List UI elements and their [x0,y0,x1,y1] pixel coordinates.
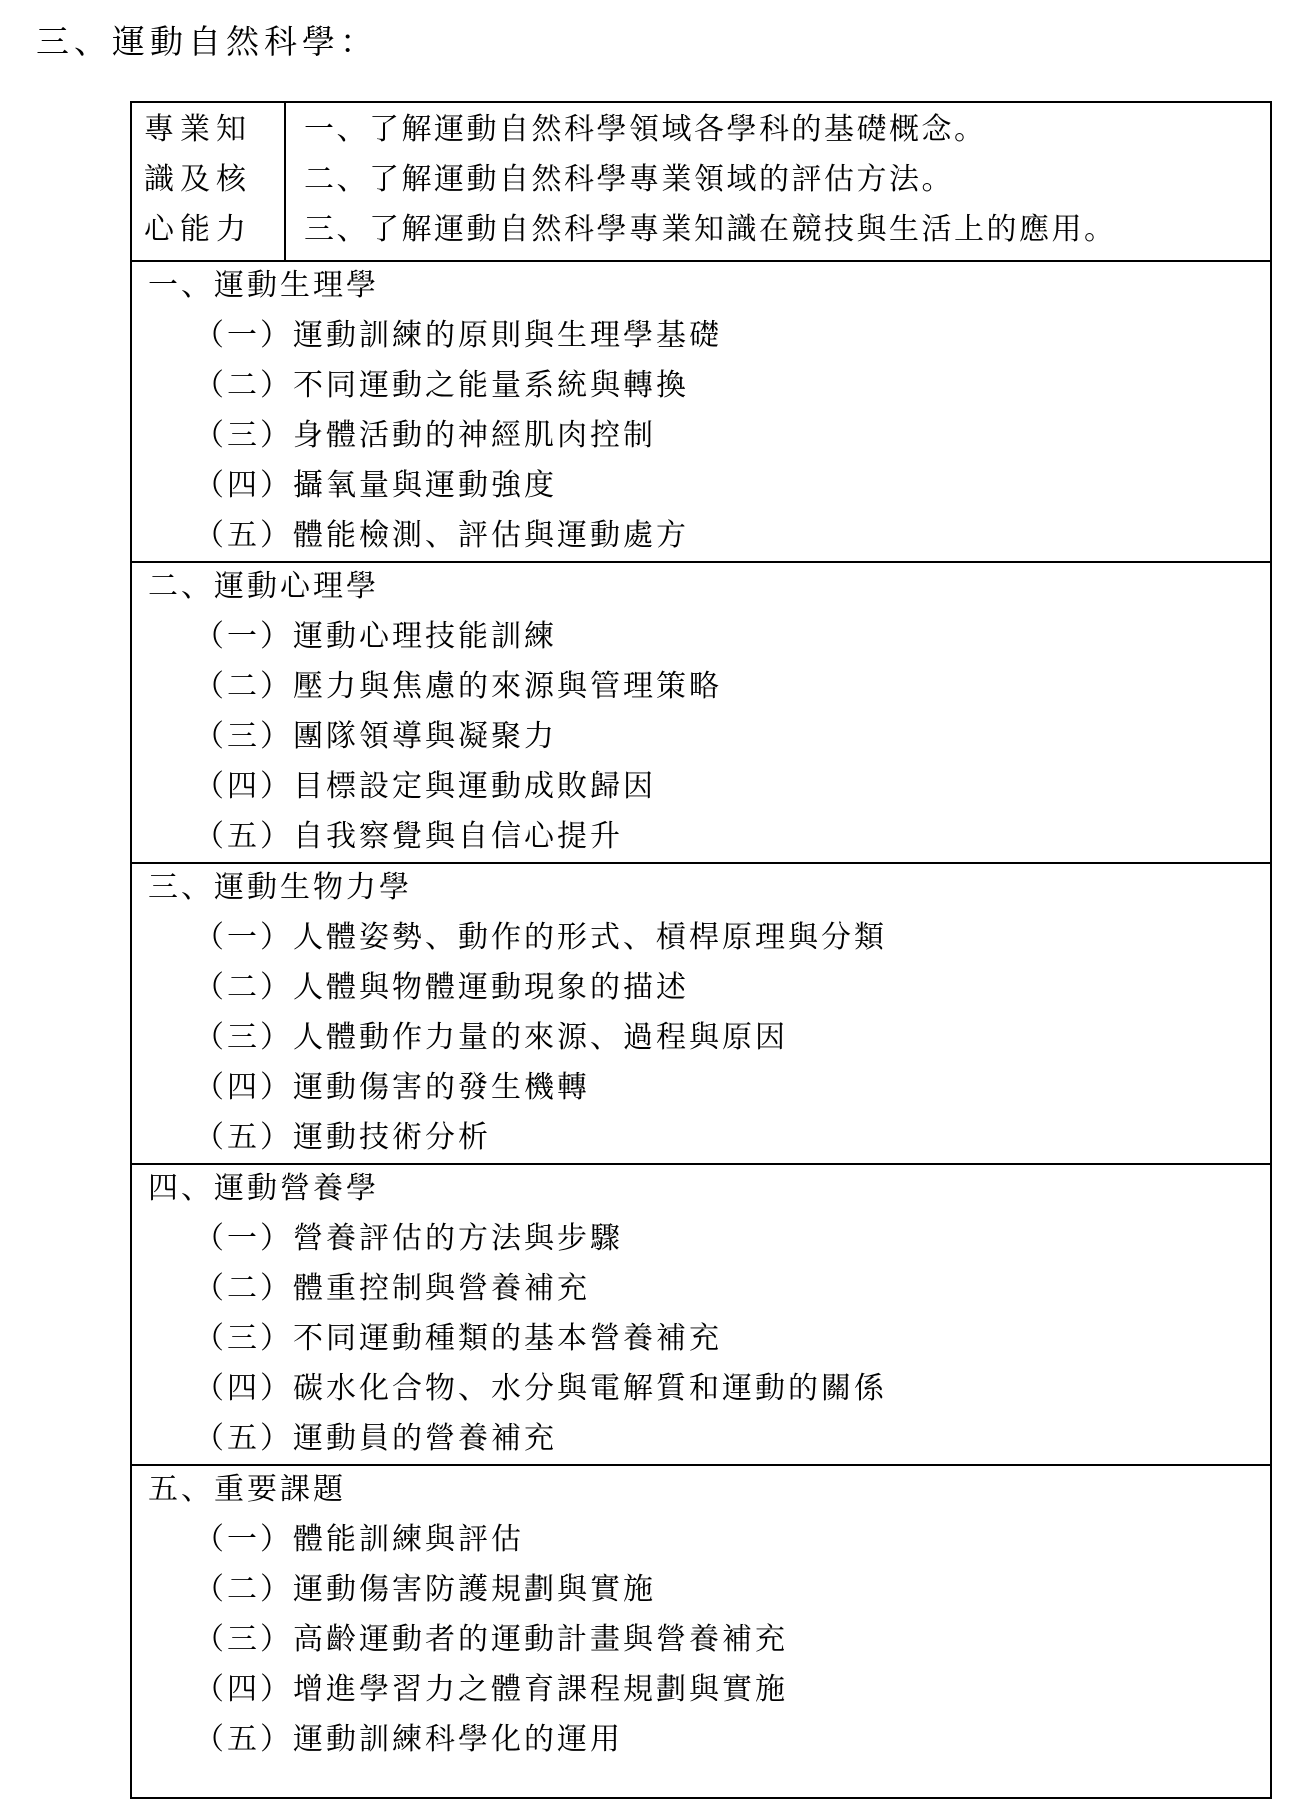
section-item: （一）運動心理技能訓練 [194,619,557,654]
core-heading-line: 識及核 [144,162,252,197]
section-item: （一）體能訓練與評估 [194,1522,524,1557]
section-item: （二）人體與物體運動現象的描述 [194,970,689,1005]
section-item: （五）運動訓練科學化的運用 [194,1722,623,1757]
section-title: 一、運動生理學 [148,268,379,303]
core-heading-line: 專業知 [144,112,252,147]
section-title: 五、重要課題 [148,1472,346,1507]
section-item: （四）運動傷害的發生機轉 [194,1070,590,1105]
section-title: 二、運動心理學 [148,569,379,604]
section-sport-psychology [132,563,1270,864]
section-item: （五）自我察覺與自信心提升 [194,819,623,854]
core-competency-header-cell [132,103,286,260]
core-competency-item: 二、了解運動自然科學專業領域的評估方法。 [304,162,954,197]
section-item: （二）不同運動之能量系統與轉換 [194,368,689,403]
section-item: （四）目標設定與運動成敗歸因 [194,769,656,804]
page-title: 三、運動自然科學： [36,22,378,61]
section-item: （二）運動傷害防護規劃與實施 [194,1572,656,1607]
section-item: （五）體能檢測、評估與運動處方 [194,518,689,553]
section-item: （三）身體活動的神經肌肉控制 [194,418,656,453]
section-item: （一）人體姿勢、動作的形式、槓桿原理與分類 [194,920,887,955]
core-competency-item: 三、了解運動自然科學專業知識在競技與生活上的應用。 [304,212,1117,247]
section-item: （二）體重控制與營養補充 [194,1271,590,1306]
core-heading-line: 心能力 [144,212,252,247]
section-item: （四）攝氧量與運動強度 [194,468,557,503]
competency-table [130,101,1272,1799]
core-competency-row [132,103,1270,262]
section-item: （三）高齡運動者的運動計畫與營養補充 [194,1622,788,1657]
section-item: （四）增進學習力之體育課程規劃與實施 [194,1672,788,1707]
section-important-topics [132,1466,1270,1767]
section-item: （五）運動技術分析 [194,1120,491,1155]
core-competency-item: 一、了解運動自然科學領域各學科的基礎概念。 [304,112,987,147]
section-exercise-physiology [132,262,1270,563]
section-item: （一）營養評估的方法與步驟 [194,1221,623,1256]
section-item: （三）不同運動種類的基本營養補充 [194,1321,722,1356]
section-item: （二）壓力與焦慮的來源與管理策略 [194,669,722,704]
section-item: （一）運動訓練的原則與生理學基礎 [194,318,722,353]
section-sport-biomechanics [132,864,1270,1165]
section-item: （三）人體動作力量的來源、過程與原因 [194,1020,788,1055]
section-sport-nutrition [132,1165,1270,1466]
section-item: （五）運動員的營養補充 [194,1421,557,1456]
section-item: （四）碳水化合物、水分與電解質和運動的關係 [194,1371,887,1406]
section-item: （三）團隊領導與凝聚力 [194,719,557,754]
section-title: 三、運動生物力學 [148,870,412,905]
section-title: 四、運動營養學 [148,1171,379,1206]
